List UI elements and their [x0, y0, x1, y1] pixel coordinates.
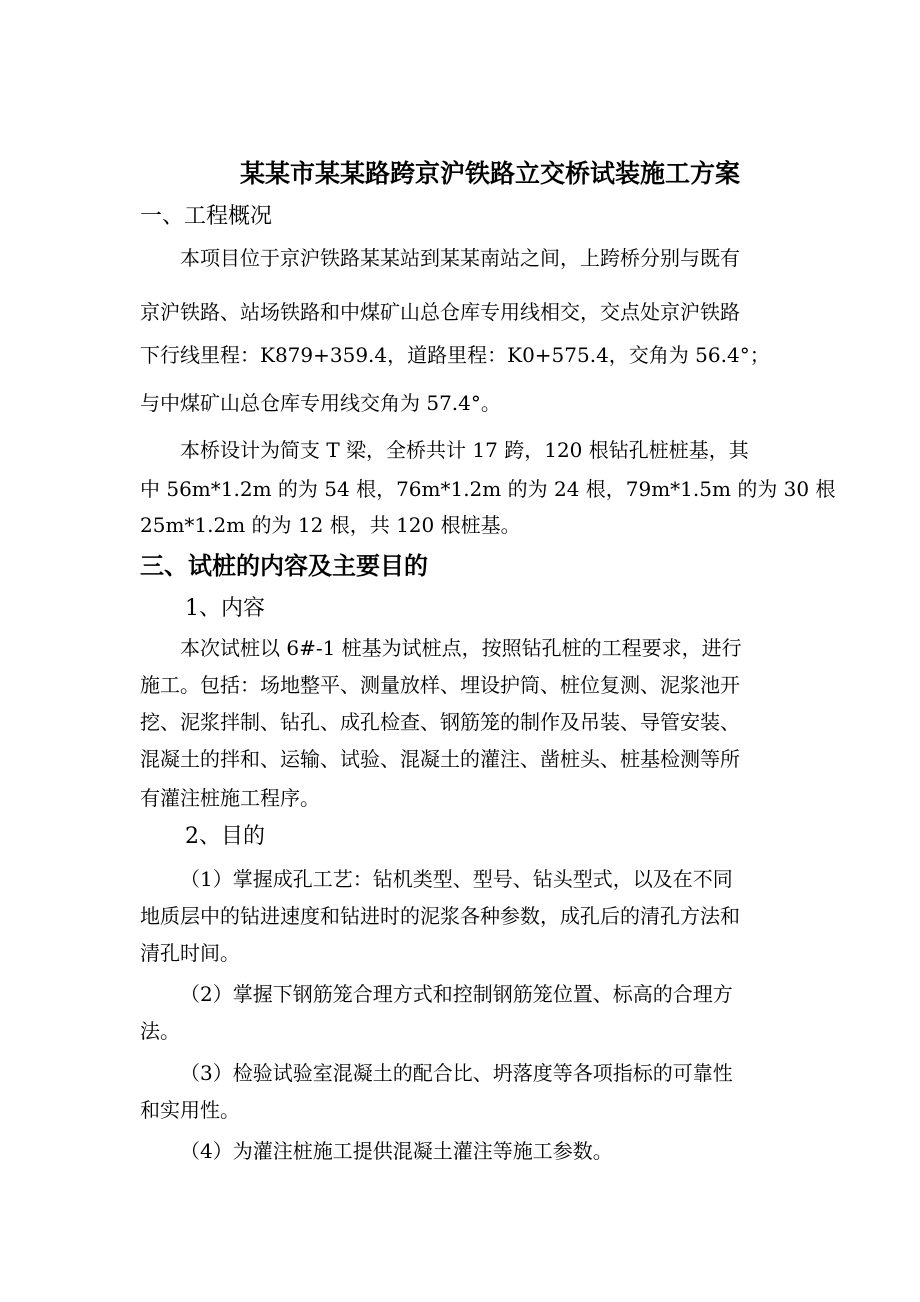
paragraph-line: 混凝土的拌和、运输、试验、混凝土的灌注、凿桩头、桩基检测等所 — [140, 747, 740, 771]
section-1-heading: 一、工程概况 — [140, 204, 273, 229]
paragraph-line: 本桥设计为简支 T 梁，全桥共计 17 跨，120 根钻孔桩桩基，其 — [180, 438, 749, 462]
paragraph-line: 有灌注桩施工程序。 — [140, 786, 320, 810]
paragraph-line: 本项目位于京沪铁路某某站到某某南站之间，上跨桥分别与既有 — [180, 246, 740, 270]
paragraph-line: 25m*1.2m 的为 12 根，共 120 根桩基。 — [140, 513, 521, 537]
list-item-line: （4）为灌注桩施工提供混凝土灌注等施工参数。 — [180, 1139, 613, 1163]
document-title: 某某市某某路跨京沪铁路立交桥试装施工方案 — [239, 159, 740, 188]
list-item-line: 和实用性。 — [140, 1098, 240, 1122]
list-item-line: （1）掌握成孔工艺：钻机类型、型号、钻头型式，以及在不同 — [180, 867, 733, 891]
paragraph-line: 本次试桩以 6#-1 桩基为试桩点，按照钻孔桩的工程要求，进行 — [180, 636, 742, 660]
list-item-line: 法。 — [140, 1019, 180, 1043]
paragraph-line: 与中煤矿山总仓库专用线交角为 57.4°。 — [140, 391, 501, 415]
list-item-line: （2）掌握下钢筋笼合理方式和控制钢筋笼位置、标高的合理方 — [180, 982, 733, 1006]
paragraph-line: 挖、泥浆拌制、钻孔、成孔检查、钢筋笼的制作及吊装、导管安装、 — [140, 710, 740, 734]
section-3-heading: 三、试桩的内容及主要目的 — [140, 551, 428, 580]
list-item-line: 清孔时间。 — [140, 941, 240, 965]
paragraph-line: 中 56m*1.2m 的为 54 根，76m*1.2m 的为 24 根，79m*1.5m 的为 30 根 — [140, 477, 836, 501]
paragraph-line: 下行线里程：K879+359.4，道路里程：K0+575.4，交角为 56.4°； — [140, 343, 770, 367]
paragraph-line: 京沪铁路、站场铁路和中煤矿山总仓库专用线相交，交点处京沪铁路 — [140, 300, 740, 324]
subsection-2-heading: 2、目的 — [185, 824, 265, 849]
list-item-line: 地质层中的钻进速度和钻进时的泥浆各种参数，成孔后的清孔方法和 — [140, 904, 740, 928]
list-item-line: （3）检验试验室混凝土的配合比、坍落度等各项指标的可靠性 — [180, 1061, 733, 1085]
subsection-1-heading: 1、内容 — [185, 596, 265, 621]
paragraph-line: 施工。包括：场地整平、测量放样、埋设护筒、桩位复测、泥浆池开 — [140, 673, 740, 697]
